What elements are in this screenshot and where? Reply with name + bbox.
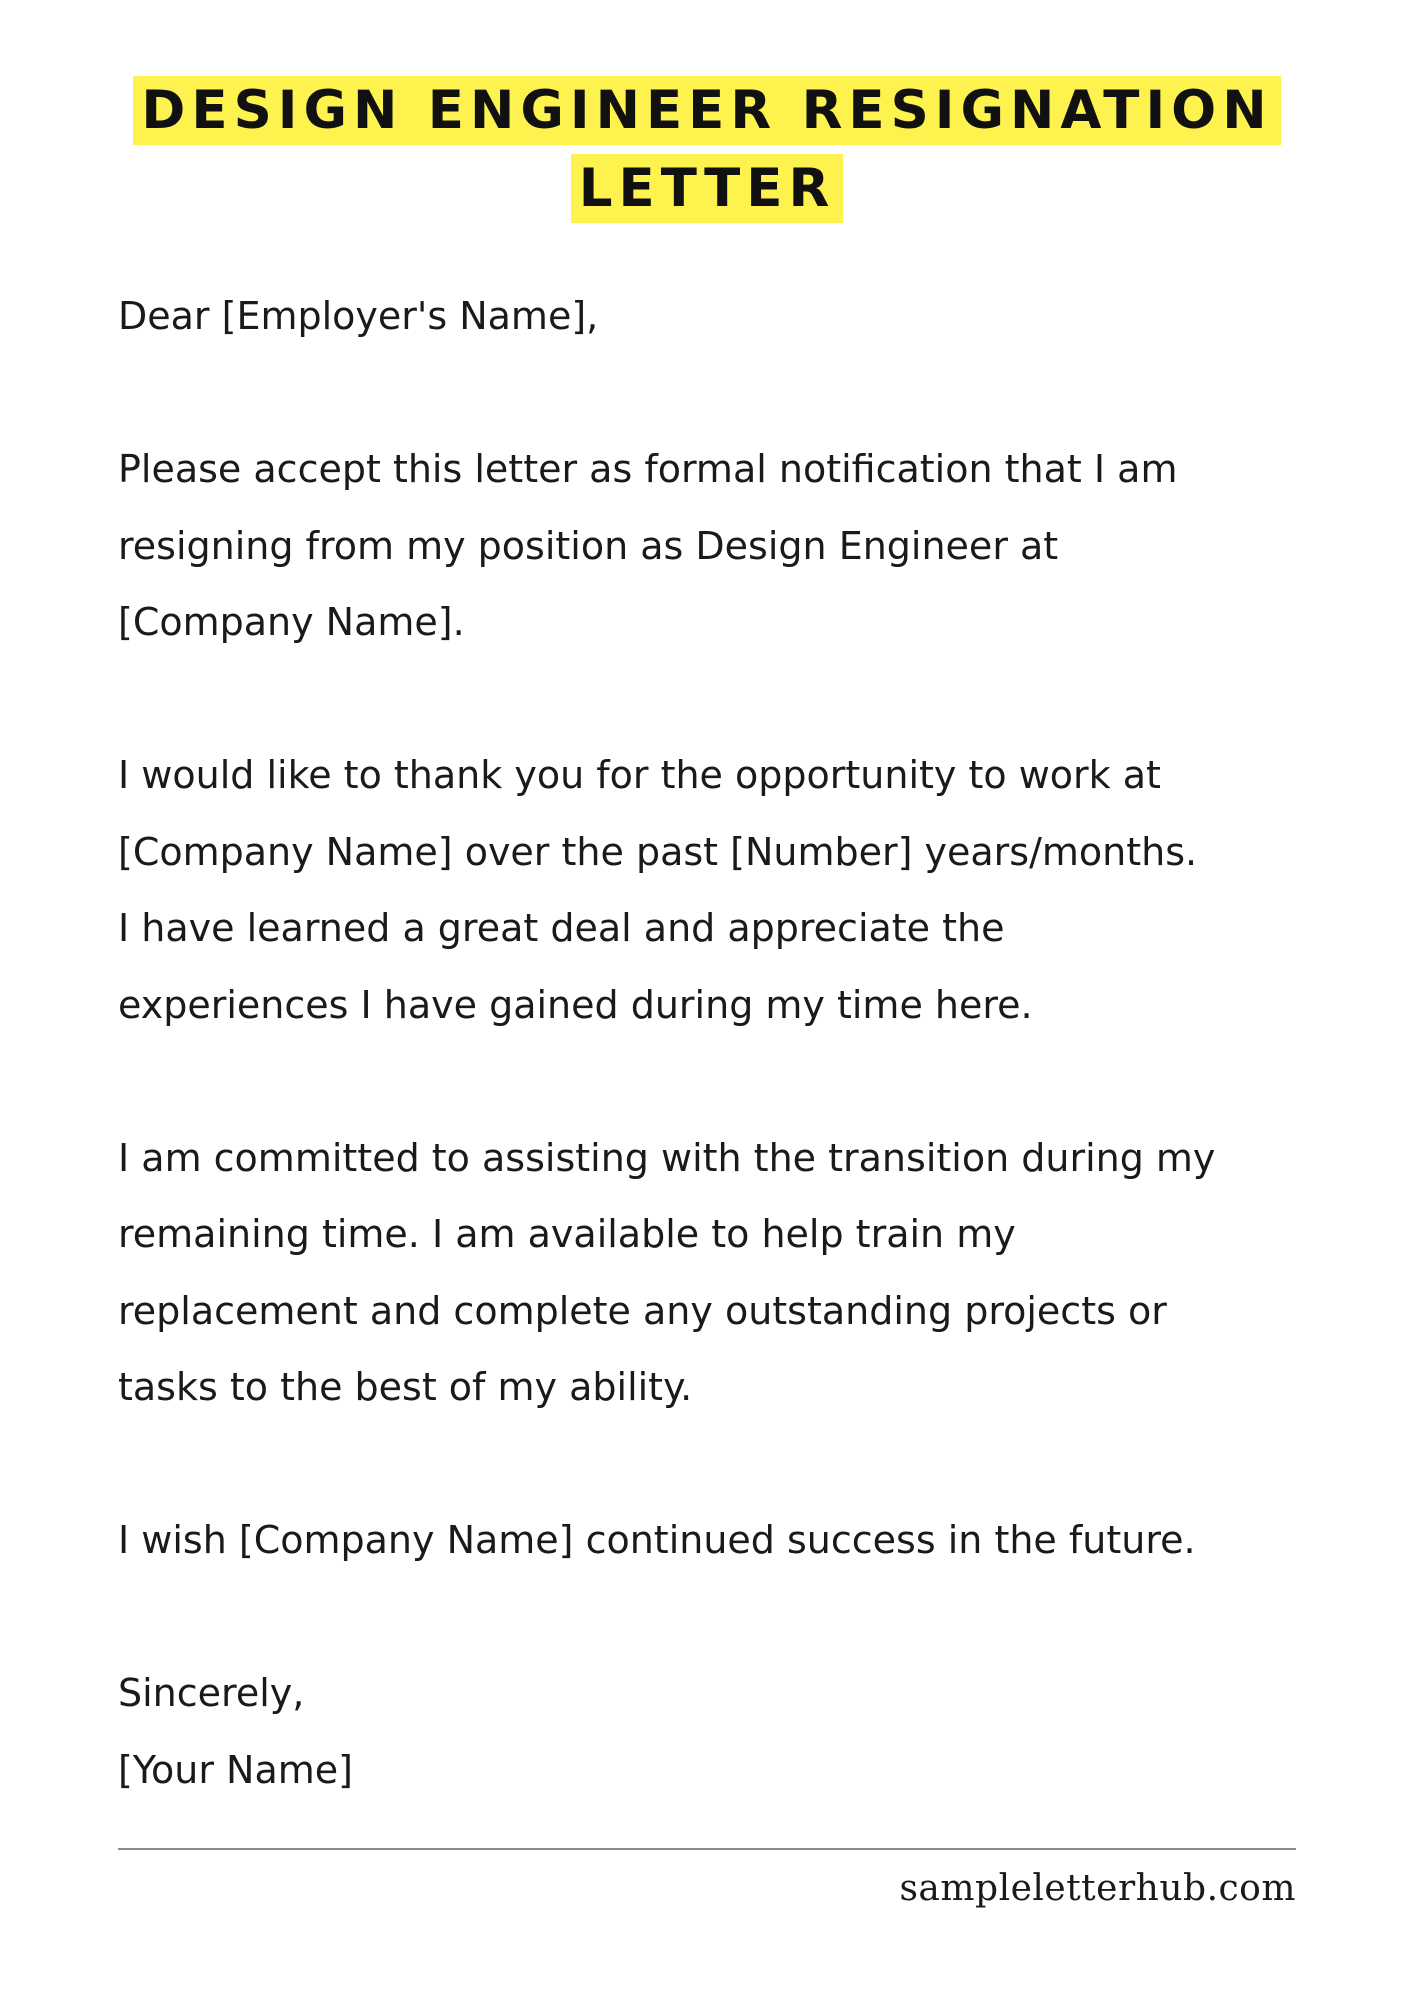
paragraph-transition	[118, 1120, 1348, 1426]
paragraph-line: I have learned a great deal and appreciate the	[118, 906, 1005, 950]
paragraph-line: tasks to the best of my ability.	[118, 1365, 693, 1409]
footer-site-link[interactable]: sampleletterhub.com	[899, 1868, 1296, 1909]
footer-divider	[118, 1848, 1296, 1850]
paragraph-line: I wish [Company Name] continued success in the future.	[118, 1518, 1196, 1562]
paragraph-line: replacement and complete any outstanding projects or	[118, 1288, 1167, 1333]
closing-text: Sincerely,	[118, 1671, 305, 1715]
closing-block	[118, 1655, 1348, 1808]
salutation-text: Dear [Employer's Name],	[118, 294, 599, 338]
paragraph-thanks	[118, 737, 1348, 1043]
paragraph-line: experiences I have gained during my time here.	[118, 982, 1033, 1027]
document-title	[0, 72, 1414, 228]
letter-body	[118, 278, 1348, 1808]
paragraph-line: I am committed to assisting with the transition during my	[118, 1135, 1216, 1180]
title-line-1: DESIGN ENGINEER RESIGNATION	[133, 76, 1280, 145]
paragraph-line: I would like to thank you for the opportunity to work at	[118, 753, 1161, 797]
paragraph-line: Please accept this letter as formal notification that I am	[118, 447, 1178, 491]
paragraph-wishes	[118, 1502, 1348, 1579]
paragraph-line: [Company Name].	[118, 600, 465, 644]
signature-name: [Your Name]	[118, 1747, 353, 1792]
salutation	[118, 278, 1348, 355]
paragraph-line: [Company Name] over the past [Number] years/months.	[118, 829, 1198, 874]
paragraph-notification	[118, 431, 1348, 661]
title-line-2: LETTER	[571, 154, 844, 223]
paragraph-line: remaining time. I am available to help train my	[118, 1212, 1016, 1256]
paragraph-line: resigning from my position as Design Engineer at	[118, 523, 1059, 568]
